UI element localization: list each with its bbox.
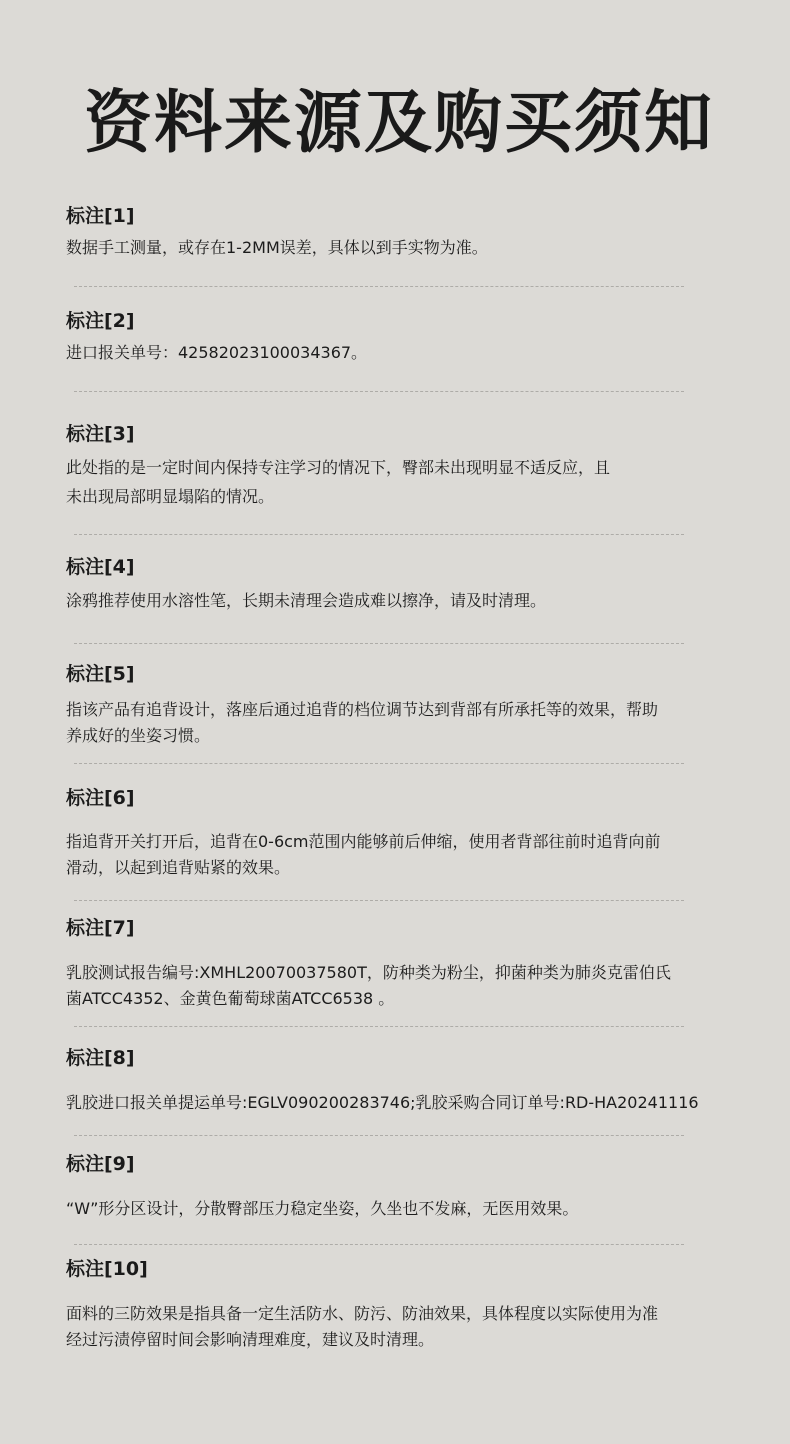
dashed-divider: [74, 1135, 684, 1136]
note-8: [66, 1045, 746, 1116]
note-label: 标注[10]: [66, 1258, 148, 1280]
note-9: [66, 1151, 746, 1222]
note-label: 标注[6]: [66, 787, 135, 809]
note-text-line: 菌ATCC4352、金黄色葡萄球菌ATCC6538 。: [66, 989, 395, 1008]
dashed-divider: [74, 900, 684, 901]
note-text-line: 指追背开关打开后，追背在0-6cm范围内能够前后伸缩，使用者背部往前时追背向前: [66, 832, 661, 851]
dashed-divider: [74, 534, 684, 535]
note-text-line: 面料的三防效果是指具备一定生活防水、防污、防油效果，具体程度以实际使用为准: [66, 1304, 659, 1323]
note-10: [66, 1256, 746, 1353]
note-2: [66, 308, 746, 366]
dashed-divider: [74, 286, 684, 287]
note-text-line: 指该产品有追背设计，落座后通过追背的档位调节达到背部有所承托等的效果，帮助: [66, 700, 659, 719]
note-label: 标注[4]: [66, 556, 135, 578]
note-text-line: 此处指的是一定时间内保持专注学习的情况下，臀部未出现明显不适反应，且: [66, 458, 611, 477]
note-text: [66, 1090, 746, 1116]
note-label: 标注[1]: [66, 205, 135, 227]
note-text: [66, 453, 746, 511]
note-text-line: 乳胶进口报关单提运单号:EGLV090200283746;乳胶采购合同订单号:RD-HA20241116: [66, 1093, 699, 1112]
note-text-line: 未出现局部明显塌陷的情况。: [66, 487, 275, 506]
dashed-divider: [74, 763, 684, 764]
note-text-line: 涂鸦推荐使用水溶性笔，长期未清理会造成难以擦净，请及时清理。: [66, 591, 547, 610]
note-text-line: 滑动，以起到追背贴紧的效果。: [66, 858, 291, 877]
note-label: 标注[9]: [66, 1153, 135, 1175]
note-5: [66, 661, 746, 749]
note-text-line: “W”形分区设计，分散臀部压力稳定坐姿，久坐也不发麻，无医用效果。: [66, 1199, 579, 1218]
note-4: [66, 554, 746, 614]
page-title: 资料来源及购买须知: [84, 84, 715, 163]
note-label: 标注[2]: [66, 310, 135, 332]
note-7: [66, 915, 746, 1012]
note-1: [66, 203, 746, 261]
dashed-divider: [74, 391, 684, 392]
note-text: [66, 960, 746, 1012]
dashed-divider: [74, 643, 684, 644]
note-text-line: 进口报关单号：42582023100034367。: [66, 343, 368, 362]
note-label: 标注[8]: [66, 1047, 135, 1069]
note-text-line: 养成好的坐姿习惯。: [66, 726, 211, 745]
note-label: 标注[7]: [66, 917, 135, 939]
dashed-divider: [74, 1244, 684, 1245]
note-label: 标注[5]: [66, 663, 135, 685]
note-text-line: 乳胶测试报告编号:XMHL20070037580T，防种类为粉尘，抑菌种类为肺炎克雷伯氏: [66, 963, 671, 982]
note-text: [66, 340, 746, 366]
note-text: [66, 1196, 746, 1222]
note-text: [66, 1301, 746, 1353]
note-6: [66, 785, 746, 881]
note-text-line: 数据手工测量，或存在1-2MM误差，具体以到手实物为准。: [66, 238, 488, 257]
note-text-line: 经过污渍停留时间会影响清理难度，建议及时清理。: [66, 1330, 435, 1349]
note-text: [66, 829, 746, 881]
note-text: [66, 588, 746, 614]
note-text: [66, 697, 746, 749]
note-text: [66, 235, 746, 261]
note-3: [66, 421, 746, 511]
dashed-divider: [74, 1026, 684, 1027]
note-label: 标注[3]: [66, 423, 135, 445]
